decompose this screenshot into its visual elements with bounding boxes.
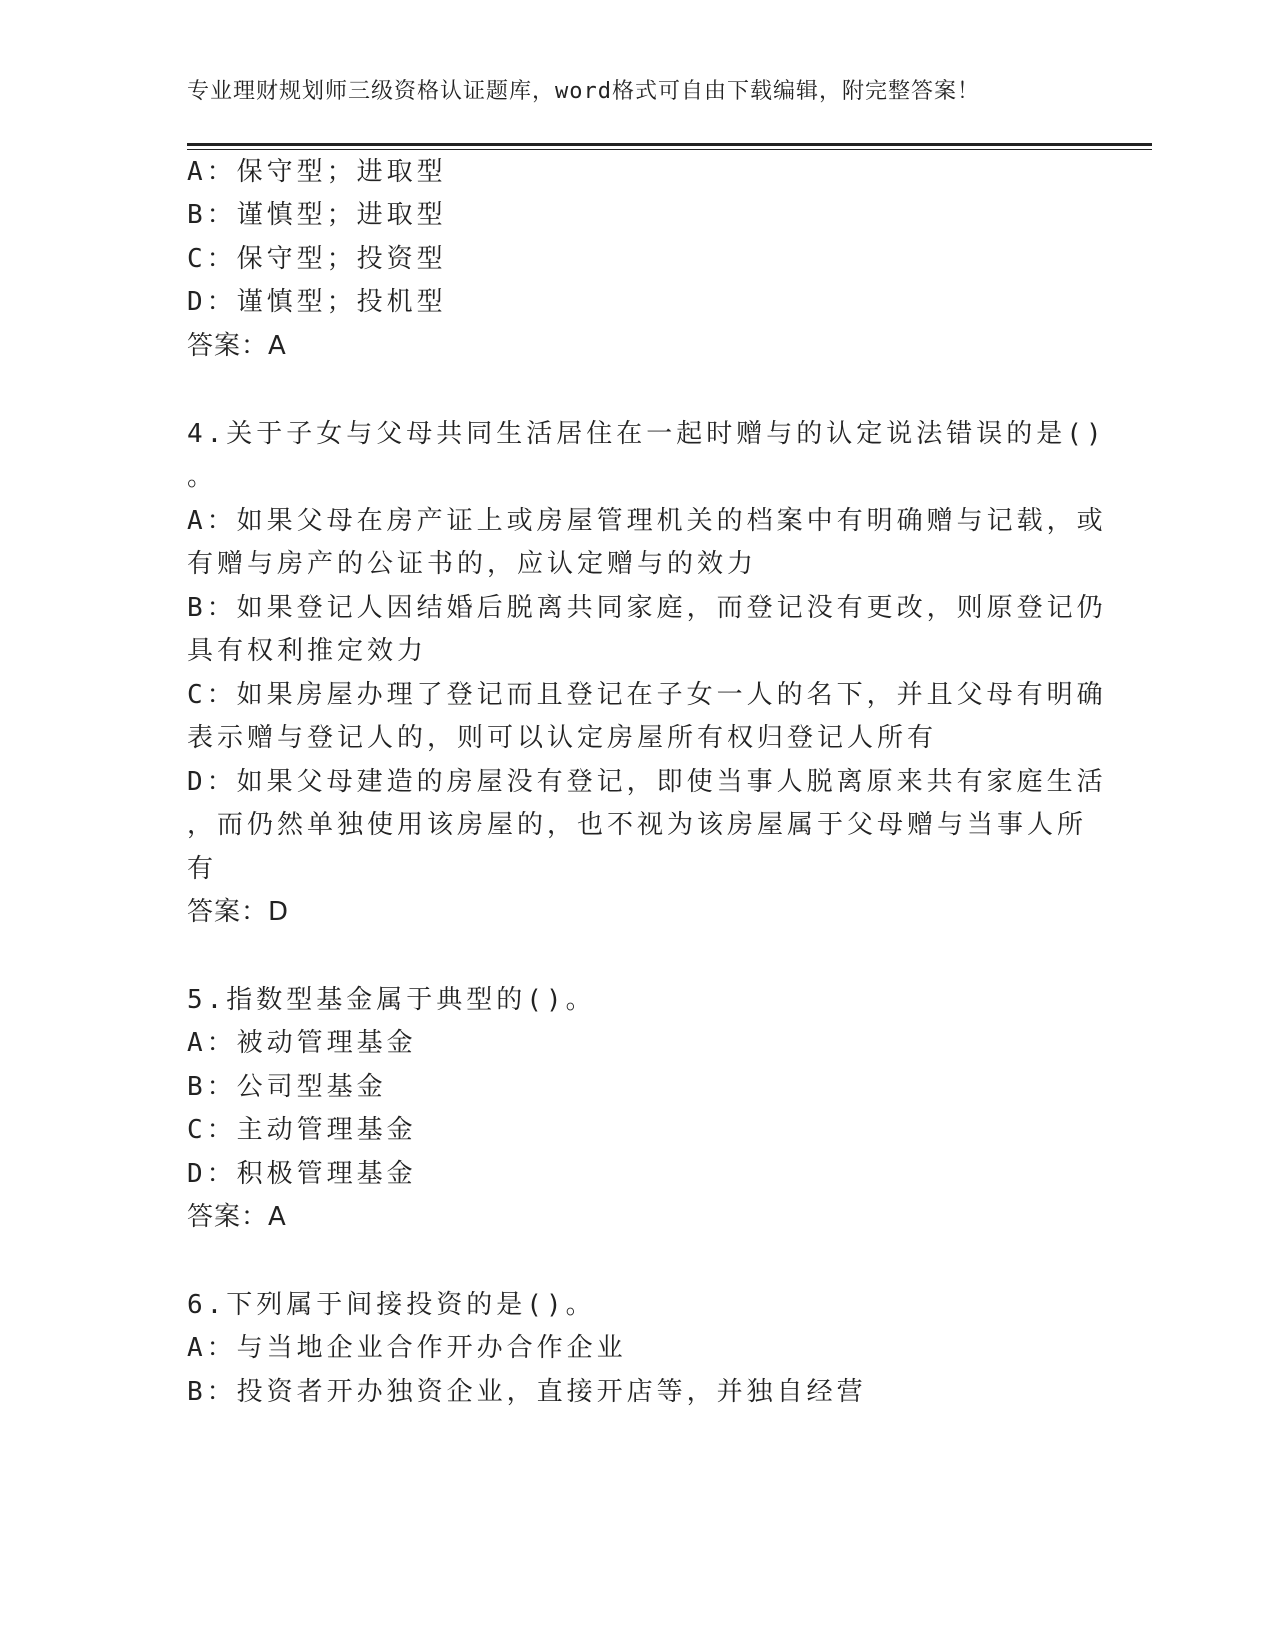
q5-option-d: D：积极管理基金 [187,1159,417,1189]
q4-question: 4.关于子女与父母共同生活居住在一起时赠与的认定说法错误的是() [187,419,1106,449]
page-header: 专业理财规划师三级资格认证题库，word格式可自由下载编辑，附完整答案！ [187,79,980,104]
q4-question-cont: 。 [187,462,218,492]
q5-question: 5.指数型基金属于典型的()。 [187,985,596,1015]
q4-option-line: 表示赠与登记人的，则可以认定房屋所有权归登记人所有 [187,723,938,753]
q4-option-line: 有赠与房产的公证书的，应认定赠与的效力 [187,549,758,579]
q4-option-line: C：如果房屋办理了登记而且登记在子女一人的名下，并且父母有明确 [187,680,1107,710]
q5-option-a: A：被动管理基金 [187,1028,417,1058]
q5-option-b: B：公司型基金 [187,1072,387,1102]
q3-option-d: D：谨慎型；投机型 [187,287,447,317]
header-rule-thick [187,143,1152,146]
q4-answer: 答案：D [187,897,290,927]
q4-option-line: 有 [187,854,218,884]
q6-question: 6.下列属于间接投资的是()。 [187,1290,596,1320]
header-rule-thin [187,149,1152,150]
q4-option-line: 具有权利推定效力 [187,636,428,666]
q4-option-line: B：如果登记人因结婚后脱离共同家庭，而登记没有更改，则原登记仍 [187,593,1107,623]
q3-option-c: C：保守型；投资型 [187,244,447,274]
q4-option-line: D：如果父母建造的房屋没有登记，即使当事人脱离原来共有家庭生活 [187,767,1107,797]
q6-option-b: B：投资者开办独资企业，直接开店等，并独自经营 [187,1377,867,1407]
q5-answer: 答案：A [187,1202,287,1232]
q3-option-b: B：谨慎型；进取型 [187,200,447,230]
q6-option-a: A：与当地企业合作开办合作企业 [187,1333,627,1363]
q4-option-line: A：如果父母在房产证上或房屋管理机关的档案中有明确赠与记载，或 [187,506,1107,536]
q3-option-a: A：保守型；进取型 [187,157,447,187]
q3-answer: 答案：A [187,331,287,361]
q5-option-c: C：主动管理基金 [187,1115,417,1145]
q4-option-line: ，而仍然单独使用该房屋的，也不视为该房屋属于父母赠与当事人所 [187,810,1088,840]
